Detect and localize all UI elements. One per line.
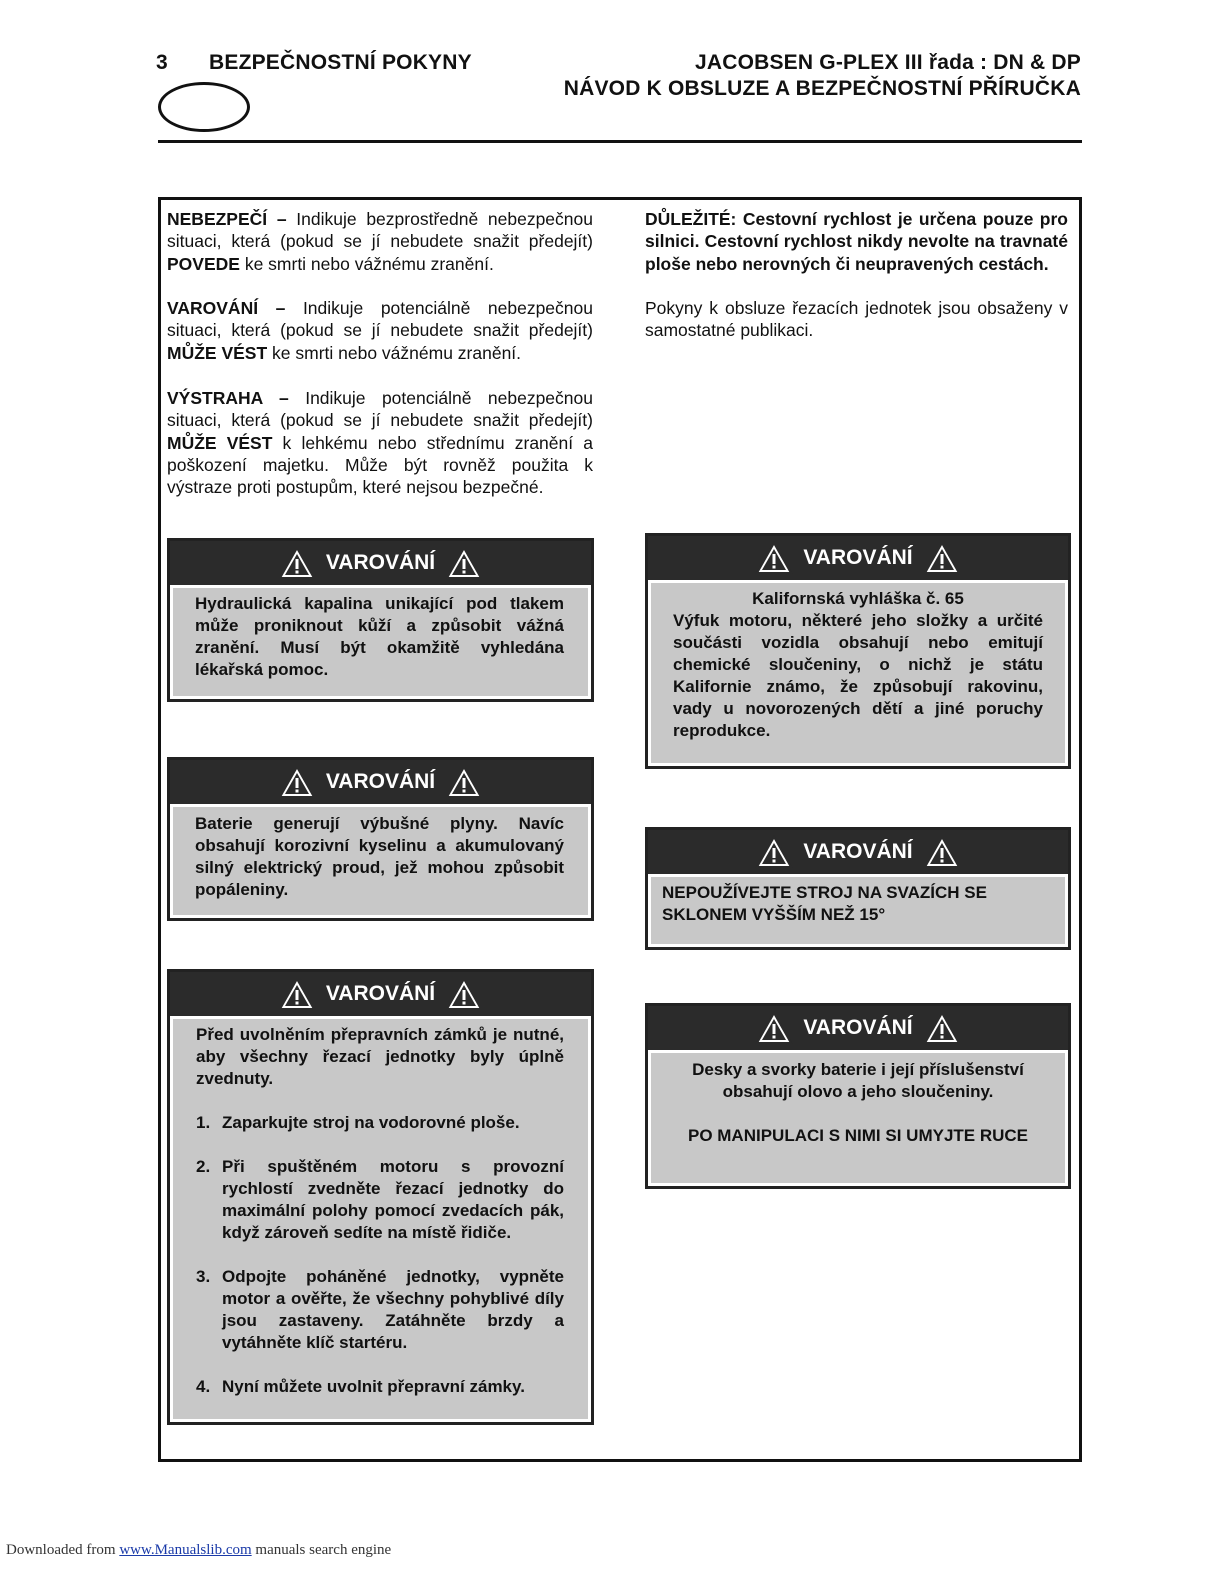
warning-label: VAROVÁNÍ <box>803 546 913 569</box>
warning-triangle-icon <box>755 1011 793 1045</box>
warning-triangle-icon <box>445 546 483 580</box>
california-text: Výfuk motoru, některé jeho složky a určité součásti vozidla obsahují nebo emitují chemické sloučeniny, o nichž je státu Kalifornie známo, že způsobují rakovinu, vady u novorozených dětí a jiné poruchy reprodukce. <box>673 611 1043 740</box>
california-title: Kalifornská vyhláška č. 65 <box>752 589 964 608</box>
definition-caution: VÝSTRAHA – Indikuje potenciálně nebezpečnou situaci, která (pokud se jí nebudete snažit předejít) MŮŽE VÉST k lehkému nebo střednímu zranění a poškození majetku. Může být rovněž použita k výstraze proti postupům, které nejsou bezpečné. <box>167 388 593 498</box>
warning-triangle-icon <box>923 835 961 869</box>
warning-body <box>651 583 1065 763</box>
warning-label: VAROVÁNÍ <box>803 840 913 863</box>
warning-text: Hydraulická kapalina unikající pod tlakem může proniknout kůží a způsobit vážná zranění. Musí být okamžitě vyhledána lékařská pomoc. <box>173 588 588 696</box>
warning-header <box>648 830 1068 874</box>
warning-header <box>170 972 591 1016</box>
warning-header <box>170 541 591 585</box>
warning-triangle-icon <box>278 765 316 799</box>
warning-header <box>648 1006 1068 1050</box>
lead-action: PO MANIPULACI S NIMI SI UMYJTE RUCE <box>687 1126 1029 1145</box>
header-rule <box>158 140 1082 143</box>
language-oval <box>158 82 250 132</box>
warning-label: VAROVÁNÍ <box>325 982 436 1005</box>
warning-triangle-icon <box>445 977 483 1011</box>
lead-text: Desky a svorky baterie i její příslušenství obsahují olovo a jeho sloučeniny. <box>692 1060 1024 1101</box>
warning-triangle-icon <box>755 835 793 869</box>
warning-triangle-icon <box>278 546 316 580</box>
transport-steps <box>196 1112 564 1398</box>
warning-triangle-icon <box>445 765 483 799</box>
warning-triangle-icon <box>278 977 316 1011</box>
warning-label: VAROVÁNÍ <box>325 551 436 574</box>
list-item: 1. Zaparkujte stroj na vodorovné ploše. <box>196 1113 520 1132</box>
transport-intro: Před uvolněním přepravních zámků je nutné, aby všechny řezací jednotky byly úplně zvednuty. <box>196 1025 564 1088</box>
warning-header <box>648 536 1068 580</box>
download-footer: Downloaded from www.Manualslib.com manuals search engine <box>6 1542 392 1558</box>
definition-danger: NEBEZPEČÍ – Indikuje bezprostředně nebezpečnou situaci, která (pokud se jí nebudete snažit předejít) POVEDE ke smrti nebo vážnému zranění. <box>167 209 593 274</box>
warning-box-lead <box>645 1003 1071 1189</box>
warning-label: VAROVÁNÍ <box>803 1016 913 1039</box>
warning-text: NEPOUŽÍVEJTE STROJ NA SVAZÍCH SE SKLONEM VYŠŠÍM NEŽ 15° <box>651 877 1065 944</box>
product-line: JACOBSEN G-PLEX III řada : DN & DP <box>694 51 1081 74</box>
list-item: 4. Nyní můžete uvolnit přepravní zámky. <box>196 1377 525 1396</box>
manual-title: NÁVOD K OBSLUZE A BEZPEČNOSTNÍ PŘÍRUČKA <box>563 77 1081 100</box>
warning-body <box>173 1019 588 1419</box>
warning-triangle-icon <box>923 541 961 575</box>
definition-warning: VAROVÁNÍ – Indikuje potenciálně nebezpečnou situaci, která (pokud se jí nebudete snažit předejít) MŮŽE VÉST ke smrti nebo vážnému zranění. <box>167 298 593 363</box>
warning-box-hydraulic <box>167 538 594 702</box>
list-item: 2. Při spuštěném motoru s provozní rychlostí zvedněte řezací jednotky do maximální polohy pomocí zvedacích pák, když zároveň sedíte na místě řidiče. <box>196 1157 564 1242</box>
warning-text: Baterie generují výbušné plyny. Navíc obsahují korozivní kyselinu a akumulovaný silný elektrický proud, jež mohou způsobit popáleniny. <box>173 807 588 915</box>
warning-header <box>170 760 591 804</box>
page-number: 3 <box>156 51 168 74</box>
section-title: BEZPEČNOSTNÍ POKYNY <box>209 51 472 74</box>
warning-triangle-icon <box>755 541 793 575</box>
warning-box-transport-locks <box>167 969 594 1425</box>
manualslib-link[interactable]: www.Manualslib.com <box>119 1542 252 1558</box>
warning-label: VAROVÁNÍ <box>325 770 436 793</box>
warning-box-battery <box>167 757 594 921</box>
warning-box-california <box>645 533 1071 769</box>
warning-box-slopes <box>645 827 1071 950</box>
list-item: 3. Odpojte poháněné jednotky, vypněte motor a ověřte, že všechny pohyblivé díly jsou zastaveny. Zatáhněte brzdy a vytáhněte klíč startéru. <box>196 1267 564 1352</box>
warning-body <box>651 1053 1065 1183</box>
warning-triangle-icon <box>923 1011 961 1045</box>
cutting-units-note: Pokyny k obsluze řezacích jednotek jsou obsaženy v samostatné publikaci. <box>645 298 1068 341</box>
important-note: DŮLEŽITÉ: Cestovní rychlost je určena pouze pro silnici. Cestovní rychlost nikdy nevolte na travnaté ploše nebo nerovných či neupravených cestách. <box>645 209 1068 274</box>
